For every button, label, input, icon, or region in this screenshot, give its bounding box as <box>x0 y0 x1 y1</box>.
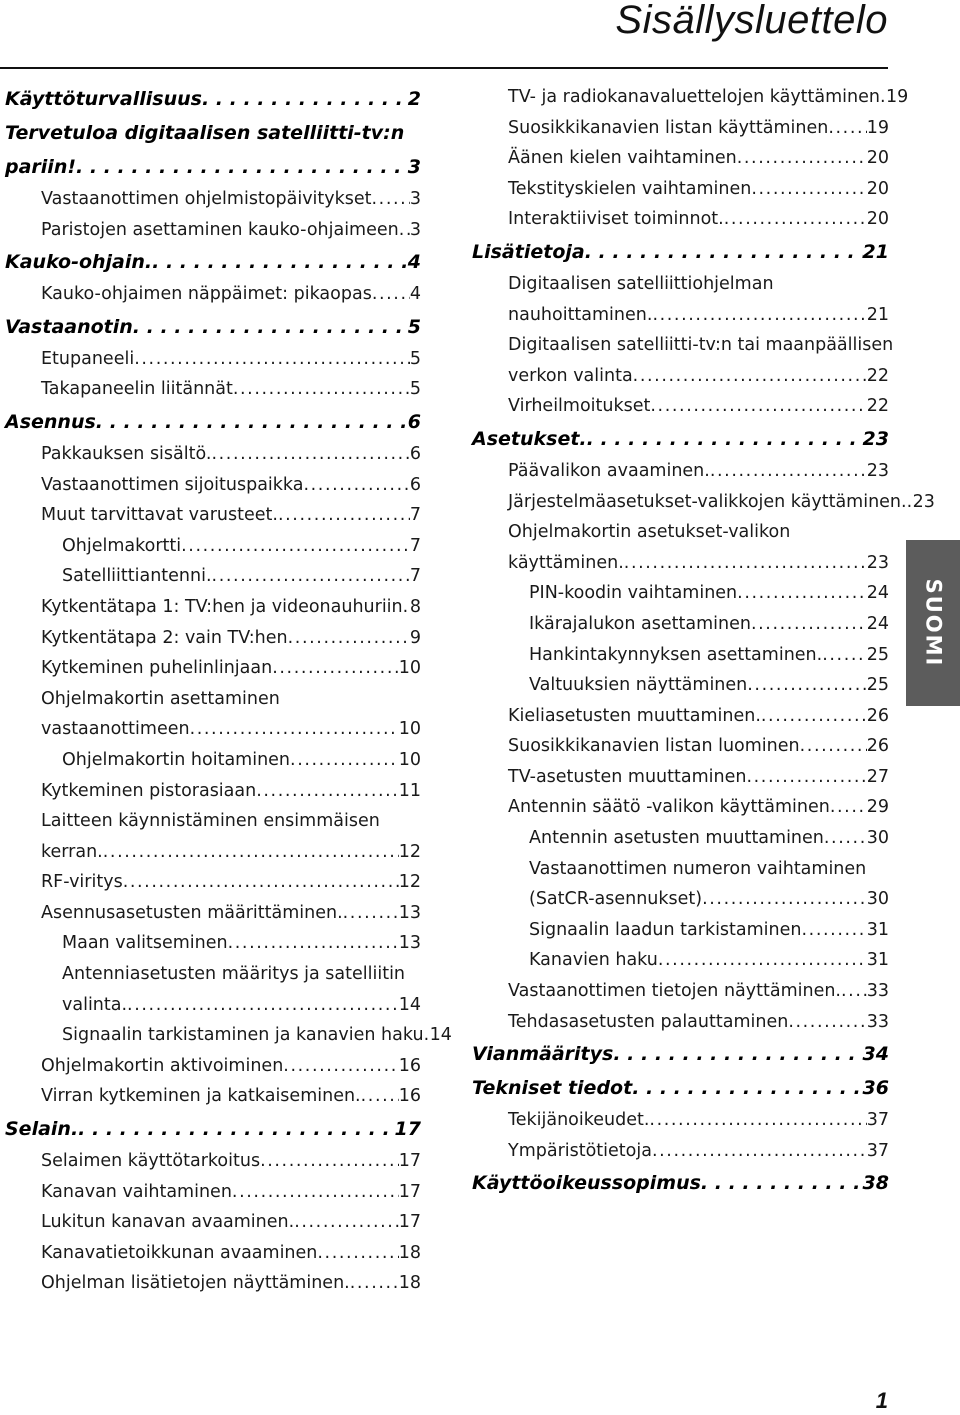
dot-leader <box>751 609 867 640</box>
toc-entry <box>472 976 889 1007</box>
dot-leader <box>824 823 867 854</box>
toc-entry <box>5 1020 452 1051</box>
toc-entry-title: RF-viritys <box>41 872 123 893</box>
dot-leader <box>737 143 867 174</box>
dot-leader <box>649 1105 866 1136</box>
toc-page-number: 16 <box>398 1055 421 1076</box>
toc-page-number: 14 <box>398 994 421 1015</box>
toc-page-number: 17 <box>398 1212 421 1233</box>
toc-page-number: 5 <box>409 348 421 369</box>
dot-leader <box>650 391 866 422</box>
dot-leader <box>303 470 409 501</box>
toc-entry <box>472 578 889 609</box>
title-rule <box>0 67 888 69</box>
dot-leader <box>212 561 410 592</box>
toc-entry-text-line: Antenniasetusten määritys ja satelliitin <box>62 964 406 985</box>
dot-leader <box>232 1177 399 1208</box>
toc-entry-title: Satelliittiantenni. <box>62 566 212 587</box>
toc-entry-text-line: Laitteen käynnistäminen ensimmäisen <box>41 811 380 832</box>
toc-page-number: 5 <box>407 315 421 338</box>
toc-entry <box>5 653 421 684</box>
toc-entry-title: Kanavatietoikkunan avaaminen <box>41 1242 318 1263</box>
toc-page-number: 8 <box>409 596 421 617</box>
dot-leader <box>152 245 408 279</box>
toc-entry-title: (SatCR-asennukset) <box>529 889 703 910</box>
toc-entry-title: Muut tarvittavat varusteet. <box>41 505 278 526</box>
toc-entry <box>472 640 889 671</box>
toc-page-number: 17 <box>398 1151 421 1172</box>
toc-page-number: 7 <box>409 566 421 587</box>
toc-entry-title: Asennusasetusten määrittäminen. <box>41 902 343 923</box>
toc-entry <box>5 928 421 959</box>
toc-entry <box>472 391 889 422</box>
toc-page-number: 37 <box>866 1110 889 1131</box>
toc-entry-title: Asetukset. <box>472 427 587 450</box>
toc-page-number: 38 <box>862 1172 889 1195</box>
toc-entry <box>5 1081 421 1112</box>
toc-entry-title: Kauko-ohjaimen näppäimet: pikaopas <box>41 284 372 305</box>
toc-entry-text-line: Vastaanottimen numeron vaihtaminen <box>529 858 867 879</box>
toc-section-heading <box>5 1112 421 1146</box>
toc-section-heading <box>472 422 889 456</box>
toc-entry-title: Kanavien haku <box>529 950 658 971</box>
toc-entry <box>5 1146 421 1177</box>
toc-entry-title: Kytkentätapa 1: TV:hen ja videonauhuriin <box>41 596 403 617</box>
dot-leader <box>652 300 866 331</box>
toc-entry <box>5 745 421 776</box>
toc-entry-title: Selain. <box>5 1118 79 1141</box>
toc-entry-title: PIN-koodin vaihtaminen <box>529 583 738 604</box>
toc-entry <box>5 470 421 501</box>
dot-leader <box>830 792 867 823</box>
toc-entry <box>472 823 889 854</box>
toc-entry-title: Ikärajalukon asettaminen <box>529 613 751 634</box>
toc-page-number: 6 <box>407 410 421 433</box>
toc-page-number: 14 <box>429 1025 452 1046</box>
dot-leader <box>710 456 867 487</box>
toc-entry <box>472 82 909 113</box>
toc-entry <box>5 1051 421 1082</box>
toc-entry-text-line: Tervetuloa digitaalisen satelliitti-tv:n <box>5 122 405 144</box>
toc-section-heading <box>472 235 889 269</box>
toc-entry <box>472 1105 889 1136</box>
toc-page-number: 3 <box>409 219 421 240</box>
toc-page-number: 11 <box>398 780 421 801</box>
dot-leader <box>78 1112 394 1146</box>
language-tab-label: SUOMI <box>921 578 945 668</box>
toc-page-number: 27 <box>866 766 889 787</box>
toc-left-column <box>5 82 452 1299</box>
toc-page-number: 31 <box>866 919 889 940</box>
dot-leader <box>372 279 410 310</box>
dot-leader <box>290 745 399 776</box>
toc-entry <box>5 561 421 592</box>
toc-page-number: 20 <box>866 209 889 230</box>
dot-leader <box>361 1081 399 1112</box>
toc-entry-title: Lukitun kanavan avaaminen. <box>41 1212 295 1233</box>
toc-page-number: 33 <box>866 981 889 1002</box>
toc-page-number: 24 <box>866 613 889 634</box>
toc-entry <box>5 837 421 868</box>
toc-entry <box>5 592 421 623</box>
toc-entry-title: Tehdasasetusten palauttaminen <box>508 1011 789 1032</box>
toc-entry-title: Vastaanotin <box>5 315 133 338</box>
toc-page-number: 30 <box>866 828 889 849</box>
toc-entry <box>472 884 889 915</box>
toc-entry-title: Kauko-ohjain. <box>5 251 153 274</box>
dot-leader <box>702 884 867 915</box>
dot-leader <box>228 928 399 959</box>
toc-page-number: 17 <box>398 1181 421 1202</box>
toc-entry <box>472 1007 889 1038</box>
dot-leader <box>256 776 399 807</box>
toc-entry <box>472 731 889 762</box>
dot-leader <box>294 1207 399 1238</box>
toc-page-number: 30 <box>866 889 889 910</box>
toc-entry-title: Kieliasetusten muuttaminen. <box>508 705 761 726</box>
dot-leader <box>372 184 410 215</box>
toc-entry-title: Äänen kielen vaihtaminen <box>508 148 737 169</box>
toc-entry-title: Signaalin laadun tarkistaminen <box>529 919 802 940</box>
dot-leader <box>272 653 399 684</box>
toc-entry-title: Vastaanottimen sijoituspaikka <box>41 474 304 495</box>
dot-leader <box>624 548 867 579</box>
toc-section-heading <box>5 310 421 344</box>
toc-entry <box>5 1238 421 1269</box>
dot-leader <box>288 623 410 654</box>
toc-page-number: 3 <box>409 189 421 209</box>
toc-entry-title: Ohjelmakortin aktivoiminen <box>41 1055 284 1076</box>
toc-entry-title: Suosikkikanavien listan luominen <box>508 736 800 757</box>
dot-leader <box>841 976 867 1007</box>
toc-entry-title: Asennus <box>5 410 96 433</box>
dot-leader <box>343 898 399 929</box>
toc-entry <box>5 898 421 929</box>
toc-entry <box>472 204 889 235</box>
dot-leader <box>233 374 410 405</box>
toc-entry-title: Vastaanottimen ohjelmistopäivitykset <box>41 189 372 209</box>
language-tab <box>906 540 960 706</box>
toc-page-number: 10 <box>398 719 421 740</box>
toc-entry-title: Kytkentätapa 2: vain TV:hen <box>41 627 288 648</box>
toc-page-number: 23 <box>866 460 889 481</box>
toc-page-number: 22 <box>866 365 889 386</box>
dot-leader <box>800 731 867 762</box>
toc-section-heading <box>5 405 421 439</box>
toc-page-number: 12 <box>398 872 421 893</box>
toc-entry <box>472 113 889 144</box>
dot-leader <box>585 235 863 269</box>
dot-leader <box>317 1238 398 1269</box>
toc-entry <box>472 762 889 793</box>
toc-page-number: 13 <box>398 902 421 923</box>
toc-entry-text-line: Digitaalisen satelliitti-tv:n tai maanpäällisen <box>508 335 894 356</box>
toc-page-number: 18 <box>398 1273 421 1294</box>
toc-entry-title: nauhoittaminen. <box>508 304 653 325</box>
toc-page-number: 33 <box>866 1011 889 1032</box>
toc-entry-title: Käyttöoikeussopimus <box>472 1172 701 1195</box>
toc-entry-title: Takapaneelin liitännät <box>41 379 233 400</box>
toc-page-number: 19 <box>866 117 889 138</box>
toc-entry-title: Suosikkikanavien listan käyttäminen <box>508 117 829 138</box>
toc-entry <box>472 792 889 823</box>
toc-entry-title: Hankintakynnyksen asettaminen. <box>529 644 823 665</box>
toc-page-number: 26 <box>866 736 889 757</box>
dot-leader <box>96 405 408 439</box>
dot-leader <box>260 1146 399 1177</box>
dot-leader <box>403 592 410 623</box>
toc-entry <box>5 279 421 310</box>
toc-entry <box>472 915 889 946</box>
toc-entry-title: Ympäristötietoja <box>508 1140 652 1161</box>
dot-leader <box>211 439 409 470</box>
toc-entry <box>472 174 889 205</box>
toc-entry <box>5 215 421 246</box>
dot-leader <box>350 1268 399 1299</box>
toc-section-heading <box>5 150 421 184</box>
dot-leader <box>761 701 867 732</box>
toc-page-number: 5 <box>409 379 421 400</box>
dot-leader <box>103 837 399 868</box>
toc-page-number: 9 <box>409 627 421 648</box>
toc-entry-title: verkon valinta <box>508 365 633 386</box>
toc-page-number: 20 <box>866 178 889 199</box>
toc-entry <box>5 374 421 405</box>
toc-page-number: 25 <box>866 675 889 696</box>
toc-page-number: 10 <box>398 658 421 679</box>
toc-entry-title: TV-asetusten muuttaminen <box>508 766 747 787</box>
toc-page-number: 29 <box>866 797 889 818</box>
dot-leader <box>123 867 399 898</box>
toc-entry-text-line: Ohjelmakortin asettaminen <box>41 688 280 709</box>
dot-leader <box>737 578 867 609</box>
toc-entry-text-line: Ohjelmakortin asetukset-valikon <box>508 522 791 543</box>
toc-section-heading <box>5 82 421 116</box>
toc-page-number: 23 <box>866 552 889 573</box>
toc-entry-title: Valtuuksien näyttäminen <box>529 675 748 696</box>
toc-page-number: 16 <box>398 1086 421 1107</box>
toc-entry-title: Virheilmoitukset <box>508 396 651 417</box>
toc-entry-title: Ohjelmakortin hoitaminen <box>62 749 291 770</box>
dot-leader <box>633 361 867 392</box>
toc-entry-title: Etupaneeli <box>41 348 135 369</box>
toc-entry-title: Selaimen käyttötarkoitus <box>41 1151 261 1172</box>
toc-page-number: 13 <box>398 933 421 954</box>
toc-entry <box>472 701 889 732</box>
toc-entry-title: Tekstityskielen vaihtaminen <box>508 178 752 199</box>
toc-entry <box>5 776 421 807</box>
dot-leader <box>190 714 399 745</box>
toc-page-number: 3 <box>407 156 421 178</box>
toc-entry <box>472 609 889 640</box>
toc-page-number: 7 <box>409 535 421 556</box>
toc-page-number: 7 <box>409 505 421 526</box>
toc-entry-title: Kytkeminen puhelinlinjaan <box>41 658 273 679</box>
toc-entry-title: Antennin asetusten muuttaminen <box>529 828 824 849</box>
toc-page-number: 25 <box>866 644 889 665</box>
toc-section-heading <box>472 1037 889 1071</box>
toc-entry <box>5 623 421 654</box>
toc-page-number: 36 <box>862 1077 889 1100</box>
toc-entry <box>472 548 889 579</box>
dot-leader <box>828 113 866 144</box>
dot-leader <box>652 1136 867 1167</box>
dot-leader <box>127 990 399 1021</box>
toc-entry <box>472 487 935 518</box>
page-number: 1 <box>875 1388 888 1413</box>
dot-leader <box>822 640 867 671</box>
toc-entry-title: Kytkeminen pistorasiaan <box>41 780 257 801</box>
toc-page-number: 26 <box>866 705 889 726</box>
toc-entry-title: Lisätietoja <box>472 240 585 263</box>
toc-entry <box>472 670 889 701</box>
toc-page-number: 31 <box>866 950 889 971</box>
toc-page-number: 23 <box>862 427 889 450</box>
toc-section-heading <box>472 1071 889 1105</box>
toc-entry-title: pariin! <box>5 156 77 178</box>
toc-entry-title: Tekijänoikeudet. <box>508 1110 650 1131</box>
toc-section-heading <box>472 1166 889 1200</box>
toc-entry <box>472 300 889 331</box>
dot-leader <box>788 1007 866 1038</box>
toc-entry-title: vastaanottimeen <box>41 719 190 740</box>
toc-page-number: 6 <box>409 474 421 495</box>
toc-page-number: 19 <box>885 87 909 107</box>
dot-leader <box>587 422 863 456</box>
dot-leader <box>76 150 408 184</box>
toc-page-number: 4 <box>409 284 421 305</box>
toc-entry-title: TV- ja radiokanavaluettelojen käyttäminen <box>508 87 880 107</box>
dot-leader <box>202 82 408 116</box>
toc-entry <box>472 456 889 487</box>
toc-entry-title: Interaktiiviset toiminnot. <box>508 209 724 230</box>
toc-entry <box>5 1177 421 1208</box>
dot-leader <box>751 174 866 205</box>
toc-entry-title: Vianmääritys <box>472 1043 614 1066</box>
toc-entry-text-line: Digitaalisen satelliittiohjelman <box>508 273 774 294</box>
dot-leader <box>747 670 866 701</box>
toc-entry-title: Ohjelman lisätietojen näyttäminen. <box>41 1273 350 1294</box>
toc-entry-title: Päävalikon avaaminen. <box>508 460 710 481</box>
toc-entry <box>472 143 889 174</box>
toc-entry <box>5 439 421 470</box>
dot-leader <box>802 915 867 946</box>
toc-page-number: 17 <box>394 1118 421 1141</box>
toc-entry-title: Paristojen asettaminen kauko-ohjaimeen <box>41 219 399 240</box>
toc-entry-title: Ohjelmakortti <box>62 535 182 556</box>
toc-entry <box>5 990 421 1021</box>
toc-entry-title: Signaalin tarkistaminen ja kanavien haku <box>62 1025 424 1046</box>
toc-page-number: 18 <box>398 1242 421 1263</box>
toc-page-number: 21 <box>866 304 889 325</box>
dot-leader <box>613 1037 862 1071</box>
toc-page-number: 2 <box>407 88 421 110</box>
dot-leader <box>701 1166 863 1200</box>
toc-entry-title: Antennin säätö -valikon käyttäminen <box>508 797 830 818</box>
toc-entry-title: Pakkauksen sisältö. <box>41 443 212 464</box>
toc-page-number: 21 <box>862 240 889 263</box>
toc-section-heading <box>5 245 421 279</box>
toc-page-number: 22 <box>866 396 889 417</box>
dot-leader <box>658 945 867 976</box>
toc-page-number: 6 <box>409 443 421 464</box>
toc-entry-title: Vastaanottimen tietojen näyttäminen. <box>508 981 841 1002</box>
dot-leader <box>632 1071 862 1105</box>
toc-page-number: 10 <box>398 749 421 770</box>
toc-entry <box>5 184 421 215</box>
dot-leader <box>133 310 408 344</box>
toc-entry-title: Virran kytkeminen ja katkaiseminen. <box>41 1086 361 1107</box>
toc-entry-title: Järjestelmäasetukset-valikkojen käyttäminen. <box>508 491 907 512</box>
toc-entry-title: Kanavan vaihtaminen <box>41 1181 232 1202</box>
dot-leader <box>399 215 410 246</box>
toc-entry <box>5 344 421 375</box>
toc-entry-title: Tekniset tiedot <box>472 1077 633 1100</box>
toc-page-number: 12 <box>398 841 421 862</box>
dot-leader <box>746 762 866 793</box>
page-title: Sisällysluettelo <box>615 0 888 42</box>
toc-entry-title: kerran. <box>41 841 103 862</box>
toc-page-number: 4 <box>407 251 421 274</box>
dot-leader <box>278 500 410 531</box>
toc-page-number: 34 <box>862 1043 889 1066</box>
toc-entry <box>5 1207 421 1238</box>
toc-entry <box>472 361 889 392</box>
dot-leader <box>283 1051 398 1082</box>
toc-page-number: 24 <box>866 583 889 604</box>
toc-entry-title: Käyttöturvallisuus <box>5 88 202 110</box>
dot-leader <box>181 531 410 562</box>
dot-leader <box>134 344 410 375</box>
toc-entry-title: käyttäminen. <box>508 552 624 573</box>
toc-entry-title: valinta. <box>62 994 128 1015</box>
toc-entry <box>472 1136 889 1167</box>
dot-leader <box>724 204 867 235</box>
toc-page-number: 37 <box>866 1140 889 1161</box>
toc-entry <box>5 714 421 745</box>
toc-page-number: 20 <box>866 148 889 169</box>
toc-entry-title: Maan valitseminen <box>62 933 228 954</box>
toc-entry <box>5 1268 421 1299</box>
toc-entry <box>5 531 421 562</box>
toc-entry <box>5 867 421 898</box>
toc-entry <box>472 945 889 976</box>
toc-page-number: 23 <box>912 491 935 512</box>
toc-entry <box>5 500 421 531</box>
